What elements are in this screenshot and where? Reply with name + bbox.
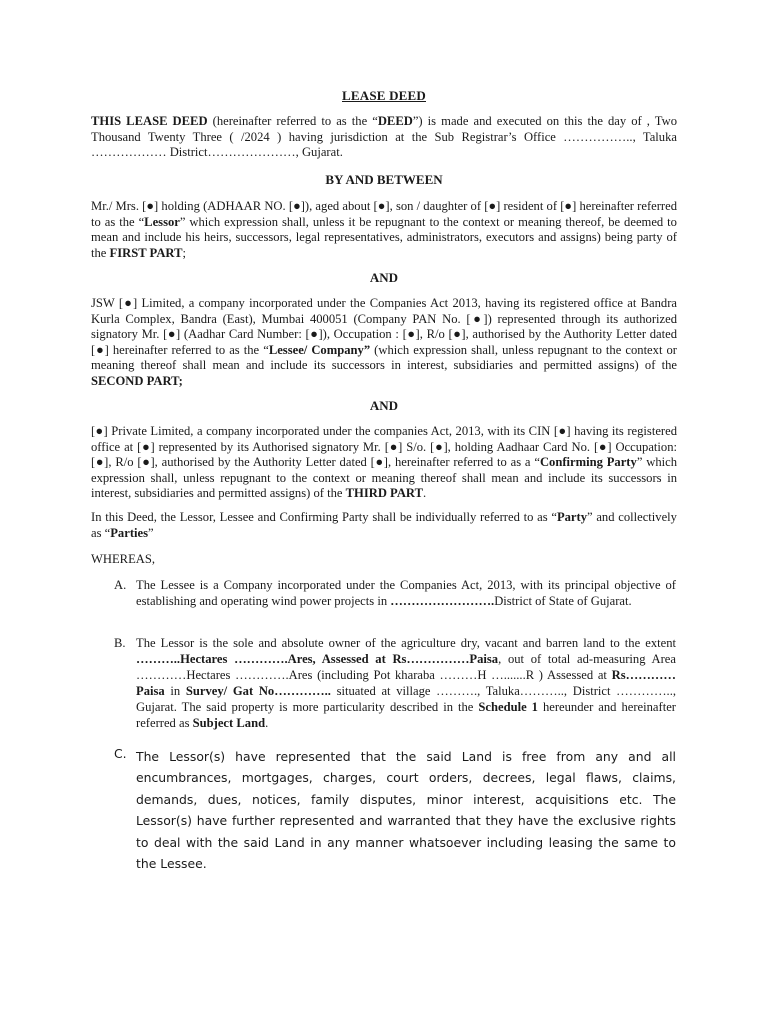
recital-b-text-3: in	[164, 683, 186, 698]
third-part: THIRD PART	[345, 486, 423, 501]
confirming-party-term: Confirming Party	[539, 455, 637, 470]
recital-b-text-5: hereunder and hereinafter referred as	[136, 699, 677, 730]
lessor-text-3: ;	[182, 245, 186, 260]
recital-marker: A.	[114, 578, 127, 592]
recital-b-text-4: situated at village ………., Taluka……….., District ………….., Gujarat. The said property is more particularity described in the	[136, 683, 677, 714]
lessee-term: Lessee/ Company”	[268, 342, 371, 357]
intro-text-2: ”) is made and executed on this the day of , Two Thousand Twenty Three ( /2024 ) having jurisdiction at the Sub Registrar’s Office …………….., Taluka ……………… District…………………, Gujarat.	[91, 114, 677, 160]
intro-paragraph	[91, 114, 677, 161]
recital-text	[136, 636, 676, 731]
recital-marker: C.	[114, 746, 127, 761]
by-and-between-heading: BY AND BETWEEN	[325, 172, 443, 187]
confirming-text-3: .	[422, 486, 427, 501]
intro-deed: DEED	[377, 114, 413, 128]
recital-a-text-1: The Lessee is a Company incorporated under the Companies Act, 2013, with its principal objective of establishing and operating wind power projects in	[136, 578, 676, 608]
intro-text-1: (hereinafter referred to as the “	[207, 114, 378, 128]
recital-c-text-1: The Lessor(s) have represented that the said Land is free from any and all encumbrances, mortgages, charges, court orders, decrees, legal flaws, claims, demands, dues, notices, family disputes, minor interest, acquisitions etc. The Lessor(s) have further represented and warranted that they have the exclusive rights to deal with the said Land in any manner whatsoever including leasing the same to the Lessee.	[136, 749, 676, 872]
and-heading-1: AND	[369, 270, 399, 285]
recital-a	[114, 578, 684, 610]
lessee-text-1: JSW [●] Limited, a company incorporated under the Companies Act 2013, having its registered office at Bandra Kurla Complex, Bandra (East), Mumbai 400051 (Company PAN No. [●]) represented through its authorized signatory Mr. [●] (Aadhar Card Number: [●]), Occupation : [●], R/o [●], authorised by the Authority Letter dated [●] hereinafter referred to as the “	[91, 296, 677, 357]
lessee-paragraph	[91, 296, 677, 390]
parties-term: Parties	[110, 525, 148, 540]
confirming-party-paragraph	[91, 424, 677, 502]
collective-text-3: ”	[148, 525, 154, 540]
lessor-text-2: ” which expression shall, unless it be repugnant to the context or meaning thereof, be deemed to mean and include his heirs, successors, legal representatives, administrators, executors and assigns) being party of the	[91, 214, 677, 260]
recital-b-bold-1: ………..Hectares ………….Ares, Assessed at Rs……………Paisa	[136, 651, 499, 666]
recital-text	[136, 746, 676, 874]
recital-b-bold-3: Survey/ Gat No…………..	[185, 683, 331, 698]
recital-b-bold-5: Subject Land	[192, 715, 266, 730]
first-part: FIRST PART	[109, 245, 183, 260]
document-title: LEASE DEED	[342, 88, 426, 103]
recital-marker: B.	[114, 636, 126, 650]
confirming-text-1: [●] Private Limited, a company incorporated under the companies Act, 2013, with its CIN [●] having its registered office at [●] represented by its Authorised signatory Mr. [●] S/o. [●], holding Aadhaar Card No. [●] Occupation: [●], R/o [●], authorised by the Authority Letter dated [●], hereinafter referred to as a “	[91, 424, 677, 470]
recital-c	[114, 746, 684, 874]
party-term: Party	[556, 510, 588, 524]
collective-text-1: In this Deed, the Lessor, Lessee and Confirming Party shall be individually referred to as “	[91, 510, 557, 524]
intro-lead: THIS LEASE DEED	[91, 114, 208, 128]
lessor-term: Lessor	[144, 214, 180, 229]
recital-b	[114, 636, 684, 731]
lessor-paragraph	[91, 199, 677, 261]
second-part: SECOND PART;	[91, 373, 183, 388]
recital-b-bold-4: Schedule 1	[478, 699, 538, 714]
whereas-label: WHEREAS,	[91, 552, 156, 566]
recital-b-text-1: The Lessor is the sole and absolute owner of the agriculture dry, vacant and barren land to the extent	[136, 636, 676, 650]
collective-text-2: ” and collectively as “	[91, 510, 677, 540]
recital-b-text-6: .	[265, 715, 269, 730]
recital-b-bold-2: Rs…………Paisa	[136, 667, 676, 698]
and-heading-2: AND	[369, 398, 399, 413]
recital-a-text-2: District of State of Gujarat.	[494, 593, 632, 608]
lessor-text-1: Mr./ Mrs. [●] holding (ADHAAR NO. [●]), aged about [●], son / daughter of [●] resident of [●] hereinafter referred to as the “	[91, 199, 677, 229]
recital-text	[136, 578, 676, 610]
collective-paragraph	[91, 510, 677, 541]
confirming-text-2: ” which expression shall, unless repugnant to the context or meaning thereof shall mean and include its successors in interest, subsidiaries and permitted assigns) of the	[91, 455, 678, 501]
recital-b-text-2: , out of total ad-measuring Area …………Hectares ………….Ares (including Pot kharaba ………H ….......R ) Assessed at	[136, 651, 676, 682]
lessee-text-2: (which expression shall, unless repugnant to the context or meaning thereof shall mean and include its successors in interest, subsidiaries and permitted assigns) of the	[91, 342, 677, 373]
recital-a-bold-1: …………………….	[390, 593, 495, 608]
